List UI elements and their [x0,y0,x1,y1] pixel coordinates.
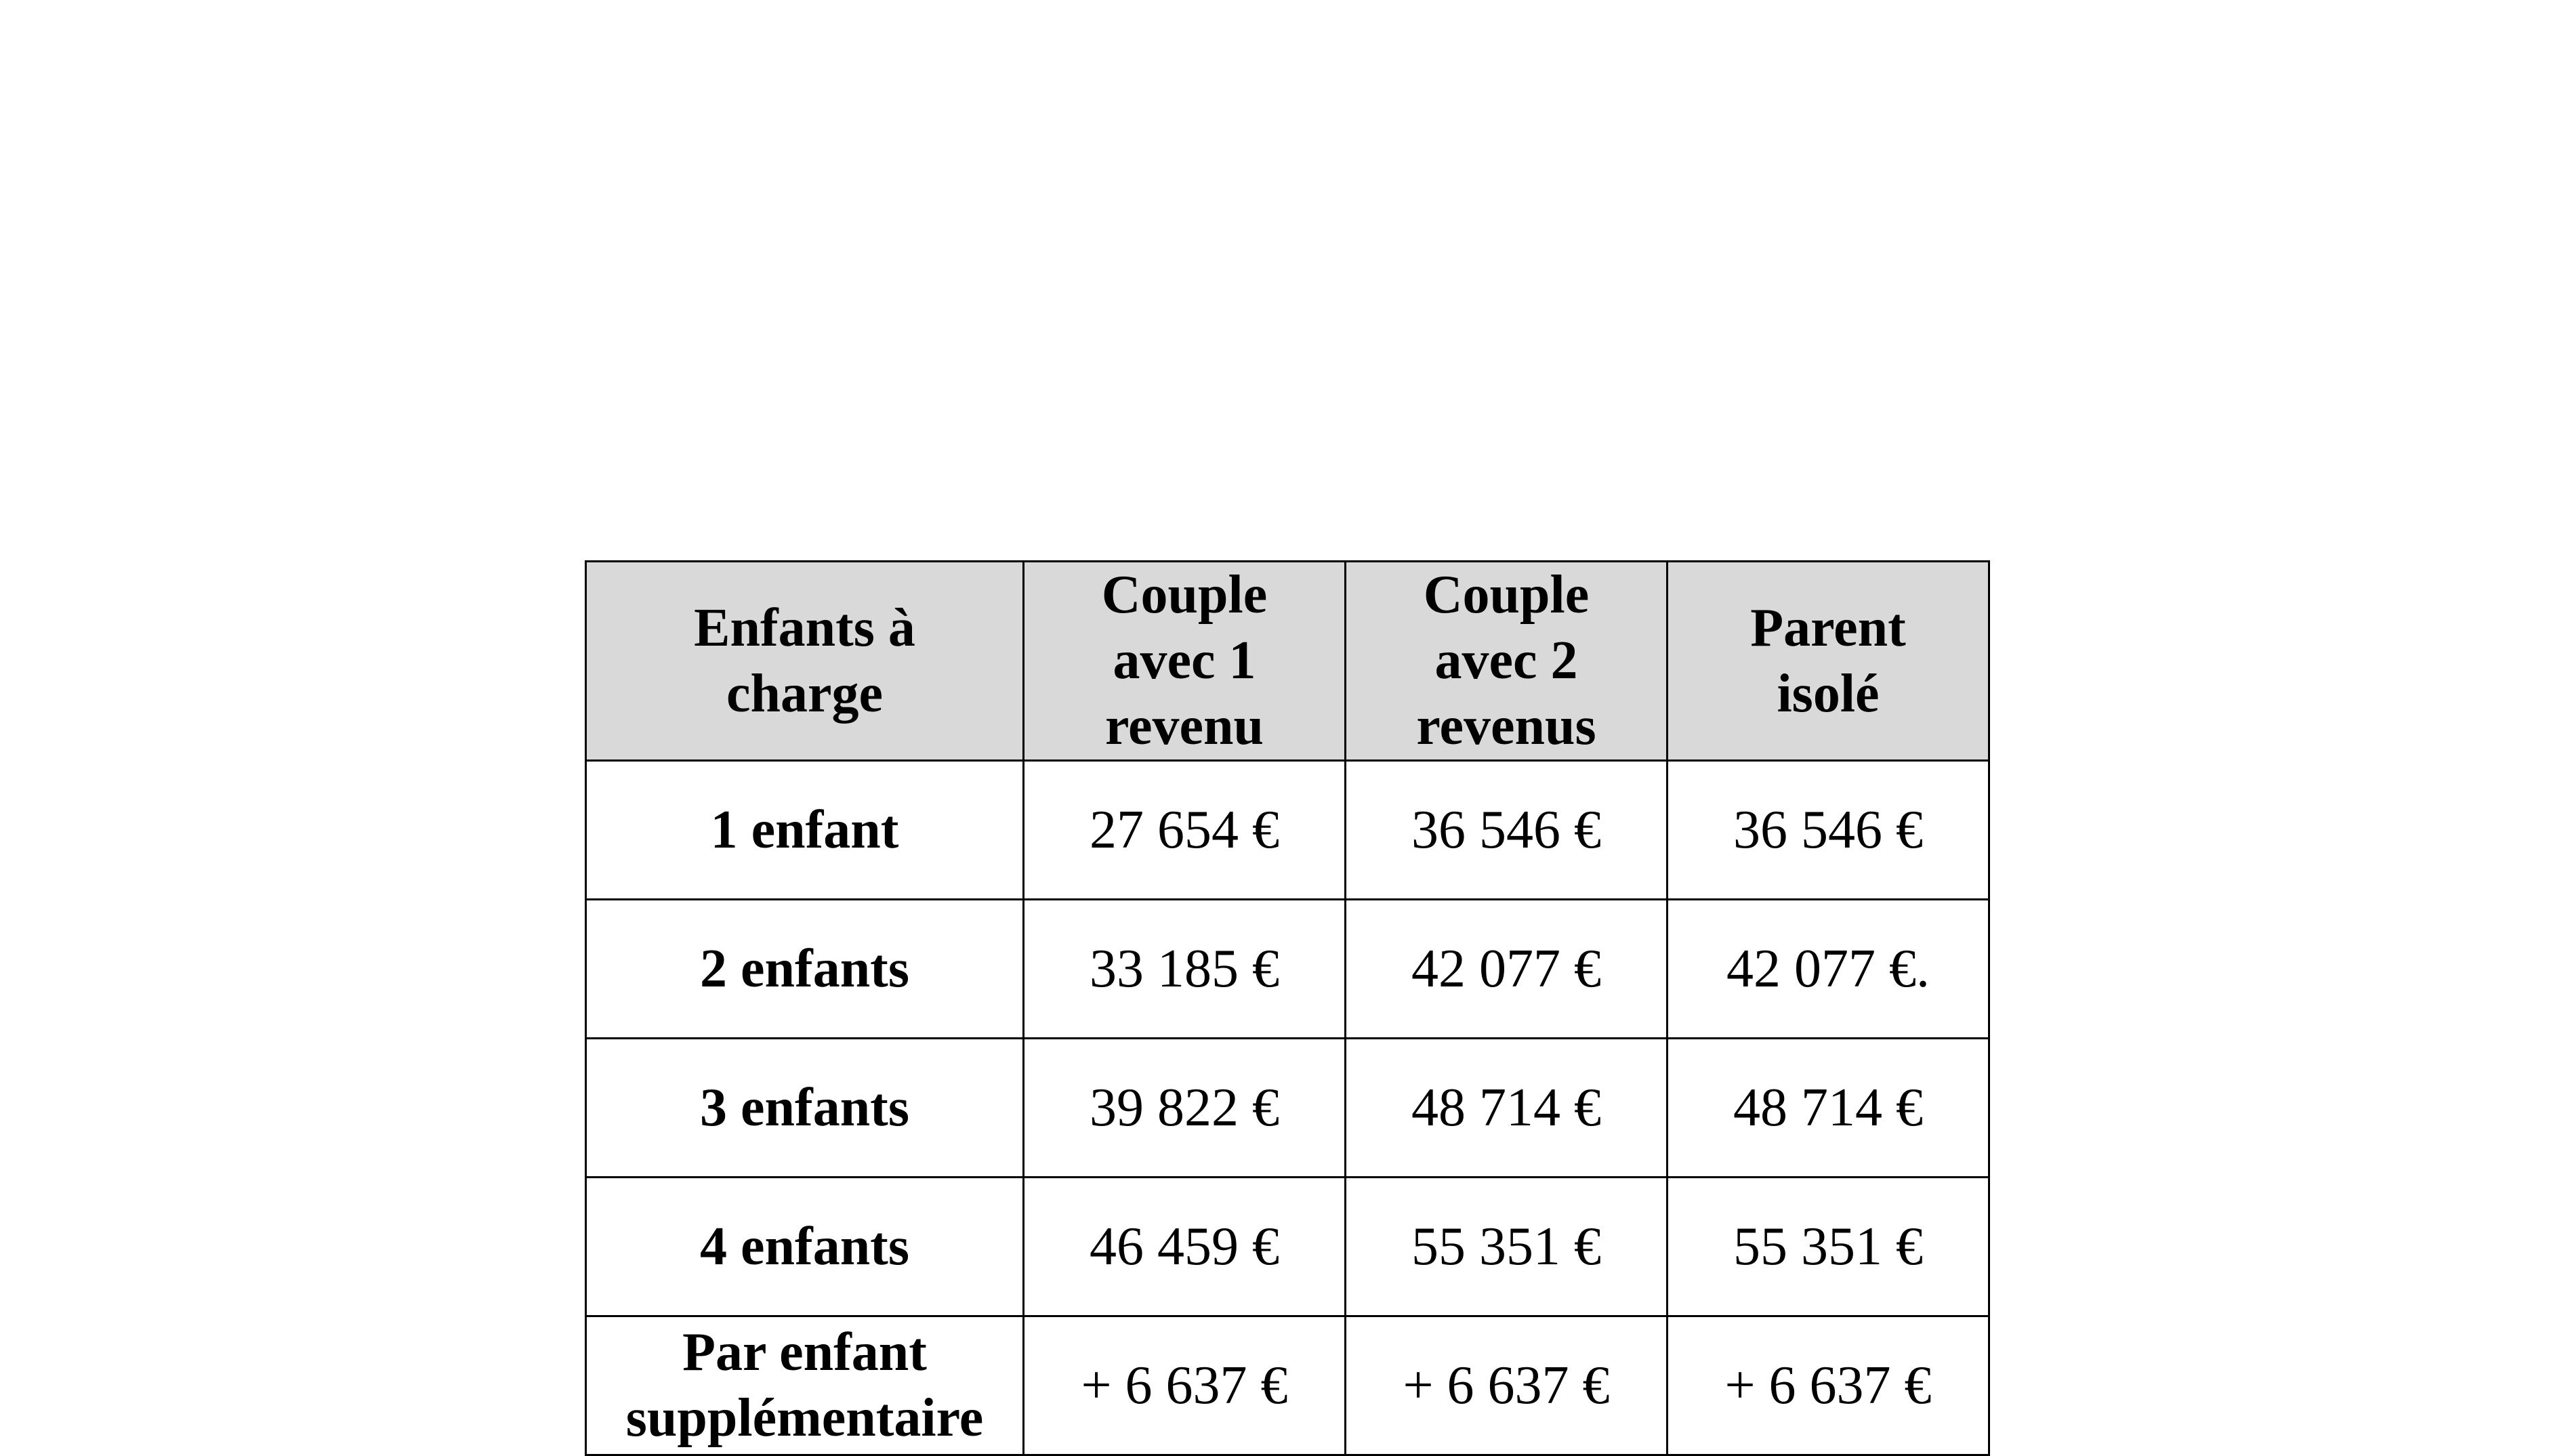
table-row [586,900,1989,1039]
table-cell: 55 351 € [1668,1178,1989,1316]
table-row [586,761,1989,900]
table-row [586,1316,1989,1455]
header-single-parent: Parent isolé [1668,562,1989,761]
table-cell: + 6 637 € [1024,1316,1346,1455]
table-cell: 27 654 € [1024,761,1346,900]
table-cell: 42 077 €. [1668,900,1989,1039]
table-cell: 46 459 € [1024,1178,1346,1316]
row-label: 2 enfants [586,900,1024,1039]
table-row [586,1039,1989,1178]
table-cell: + 6 637 € [1668,1316,1989,1455]
row-label: 4 enfants [586,1178,1024,1316]
table-cell: 55 351 € [1346,1178,1668,1316]
header-couple-two-incomes: Couple avec 2 revenus [1346,562,1668,761]
row-label: Par enfant supplémentaire [586,1316,1024,1455]
row-label: 3 enfants [586,1039,1024,1178]
header-row [586,562,1989,761]
table-cell: 42 077 € [1346,900,1668,1039]
table-cell: 48 714 € [1346,1039,1668,1178]
table-cell: 33 185 € [1024,900,1346,1039]
income-threshold-table [585,560,1990,1456]
table-cell: 36 546 € [1346,761,1668,900]
table-cell: 48 714 € [1668,1039,1989,1178]
table-cell: 39 822 € [1024,1039,1346,1178]
row-label: 1 enfant [586,761,1024,900]
table-row [586,1178,1989,1316]
table-cell: + 6 637 € [1346,1316,1668,1455]
header-couple-one-income: Couple avec 1 revenu [1024,562,1346,761]
header-dependent-children: Enfants à charge [586,562,1024,761]
table-cell: 36 546 € [1668,761,1989,900]
